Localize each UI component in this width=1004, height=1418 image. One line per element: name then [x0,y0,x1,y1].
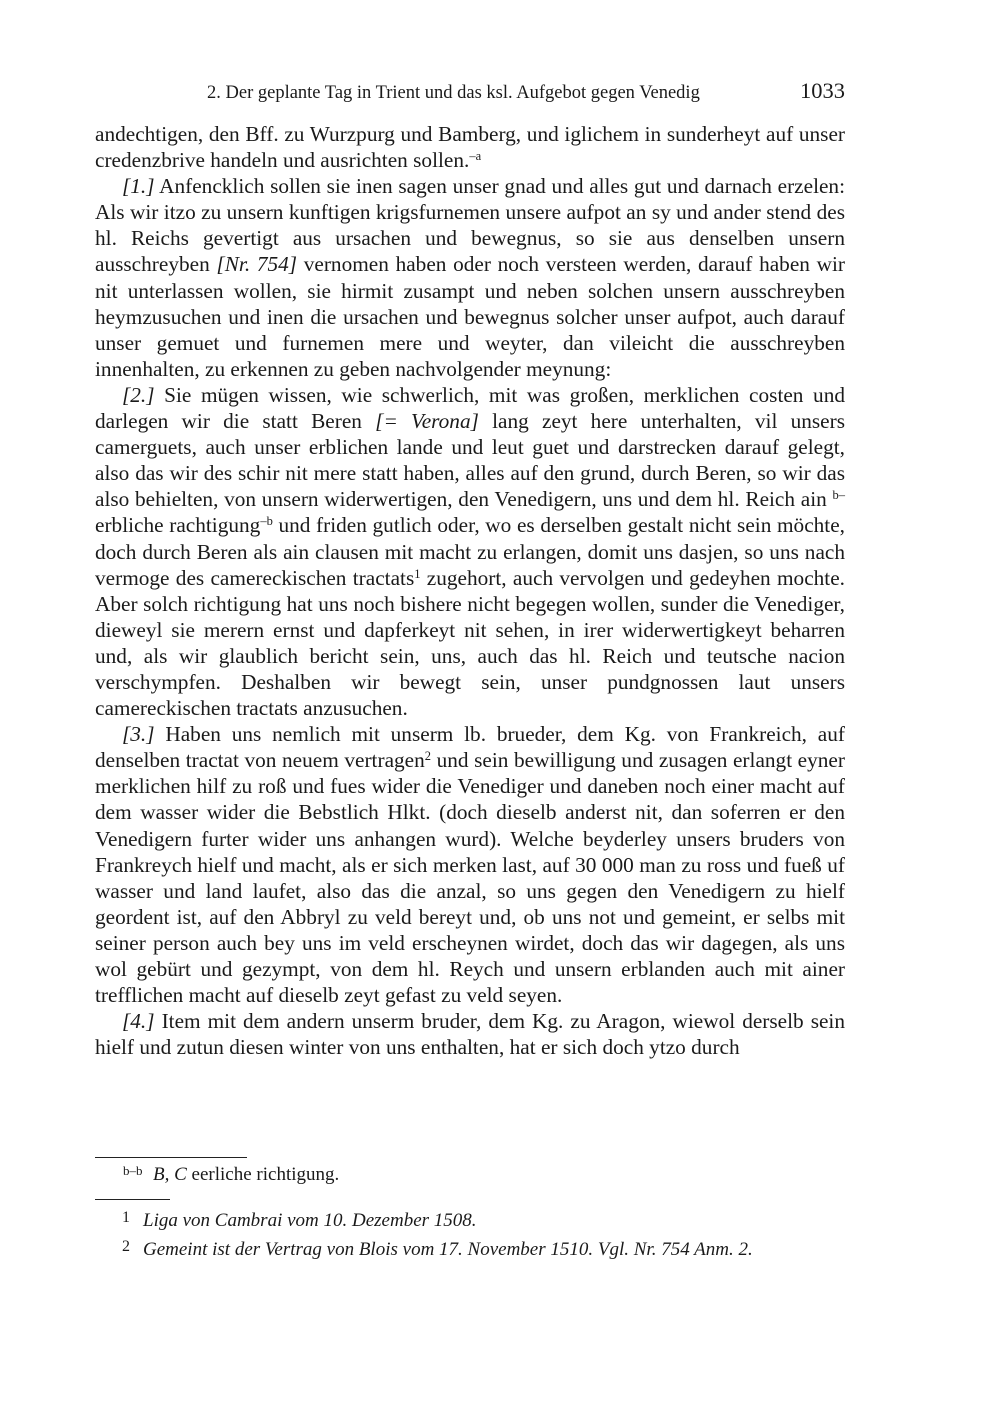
apparatus-text: eerliche richtigung. [186,1164,340,1185]
section-number: [4.] [122,1009,155,1034]
cross-reference: [Nr. 754] [216,252,298,277]
note-mark-a: –a [469,149,482,164]
paragraph-1 [95,173,845,382]
paragraph-text: und sein bewilligung und zusagen erlangt eyner merklichen hilf zu roß und fues wider die Venediger und daneben noch einer macht auf dem wasser wider die Bebstlich Hlkt. (doch dieselb anderst nit, dan soferren er den Venedigern furter wider uns anhangen wurd). Welche beyderley unsers bruders von Frankreych hielf und macht, als er sich merken last, auf 30 000 man zu ross und fueß uf wasser und land laufet, also das die anzal, so uns gegen den Venedigern zu hielf geordent ist, auf den Abbryl zu veld bereyt und, ob uns not und gemeint, er selbs mit seiner person auch bey uns im veld erscheynen wirdet, doch das wir dagegen, als uns wol gebürt und gezympt, von dem hl. Reych und unsern erblanden auch mit ainer trefflichen macht auf dieselb zeyt gefast zu veld seyen. [95,748,845,1008]
apparatus-sources: B, C [153,1164,187,1185]
paragraph-continuation [95,121,845,173]
footnote-text: Liga von Cambrai vom 10. Dezember 1508. [143,1210,477,1231]
footnote-number: 1 [122,1209,130,1226]
running-head [95,78,845,108]
section-number: [1.] [122,174,155,199]
apparatus-divider [95,1157,247,1158]
main-text [95,121,845,1060]
page-number: 1033 [800,78,845,103]
note-mark-b-open: b– [832,488,845,503]
footnote-ref-2[interactable]: 2 [424,749,432,764]
paragraph-text: erbliche rachtigung [95,513,261,538]
running-title: 2. Der geplante Tag in Trient und das ksl. Aufgebot gegen Venedig [207,83,700,103]
footnote-2 [95,1234,845,1263]
paragraph-4 [95,1008,845,1060]
note-mark-b-close: –b [260,514,273,529]
paragraph-text: Anfencklich sollen sie inen sagen unser gnad und alles gut und darnach erzelen: Als wir itzo zu unsern kunftigen krigsfurnemen unsere aufpot an sy und ander stend des hl. Reichs gevertigt aus ursachen und bewegnus, so sie aus denselben unsern ausschreyben [95,174,845,277]
footnote-number: 2 [122,1238,130,1255]
apparatus-siglum-text: b–b [123,1163,143,1178]
critical-apparatus [95,1163,845,1187]
paragraph-3 [95,721,845,1008]
footnote-1 [95,1205,845,1234]
paragraph-text: Sie mügen wissen, wie schwerlich, mit was großen, merklichen costen und darlegen wir die statt Beren [95,382,845,434]
paragraph-text: zugehort, auch vervolgen und gedeyhen mochte. Aber solch richtigung hat uns noch bishere nicht begegen wollen, sunder die Venediger, dieweyl sie merern ernst und dapferkeyt nit sehen, in irer widerwertigkeyt beharren und, als wir glaublich bericht sein, uns, auch das hl. Reich und teutsche nacion verschympfen. Deshalben wir bewegt sein, unser pundgnossen laut unsers camereckischen tractats anzusuchen. [95,565,845,721]
paragraph-text: lang zeyt here unterhalten, vil unsers camerguets, auch unser erblichen lande und leut guet und darstrecken darauf gelegt, also das wir des schir nit mere statt haben, alles auf den grund, durch Beren, so wir das also behielten, von unsern widerwertigen, den Venedigern, uns und dem hl. Reich ain [95,409,846,512]
footnote-ref-1[interactable]: 1 [414,566,421,581]
footnote-text: Gemeint ist der Vertrag von Blois vom 17. November 1510. Vgl. Nr. 754 Anm. 2. [143,1239,753,1260]
editorial-bracket: [= [375,409,412,434]
apparatus-siglum [95,1163,153,1187]
paragraph-text: andechtigen, den Bff. zu Wurzpurg und Bamberg, und iglichem in sunderheyt auf unser credenzbrive handeln und ausrichten sollen. [95,122,845,173]
editorial-bracket: ] [470,409,479,434]
section-number: [2.] [122,382,155,407]
section-number: [3.] [122,722,155,747]
paragraph-text: und friden gutlich oder, wo es derselben gestalt nicht sein möchte, doch durch Beren als ain clausen mit macht zu erlangen, domit uns dasjen, so uns nach vermoge des camereckischen tractats [95,513,846,590]
paragraph-text: Item mit dem andern unserm bruder, dem Kg. zu Aragon, wiewol derselb sein hielf und zutun diesen winter von uns enthalten, hat er sich doch ytzo durch [95,1009,845,1060]
paragraph-text: vernomen haben oder noch versteen werden, darauf haben wir nit unterlassen wollen, sie hirmit zusampt und neben solchen unsern ausschreyben heymzusuchen und inen die ursachen und bewegnus solcher unser aufpot, auch darauf unser gemuet und furnemen mere und weyter, dan vileicht die ausschreyben innenhalten, zu erkennen zu geben nachvolgender meynung: [95,252,845,381]
footnote-divider [95,1199,170,1200]
footnotes [95,1205,845,1263]
paragraph-text: Haben uns nemlich mit unserm lb. brueder, dem Kg. von Frankreich, auf denselben tractat von neuem vertragen [95,722,845,773]
paragraph-2 [95,382,845,721]
editorial-gloss: Verona [411,409,471,434]
